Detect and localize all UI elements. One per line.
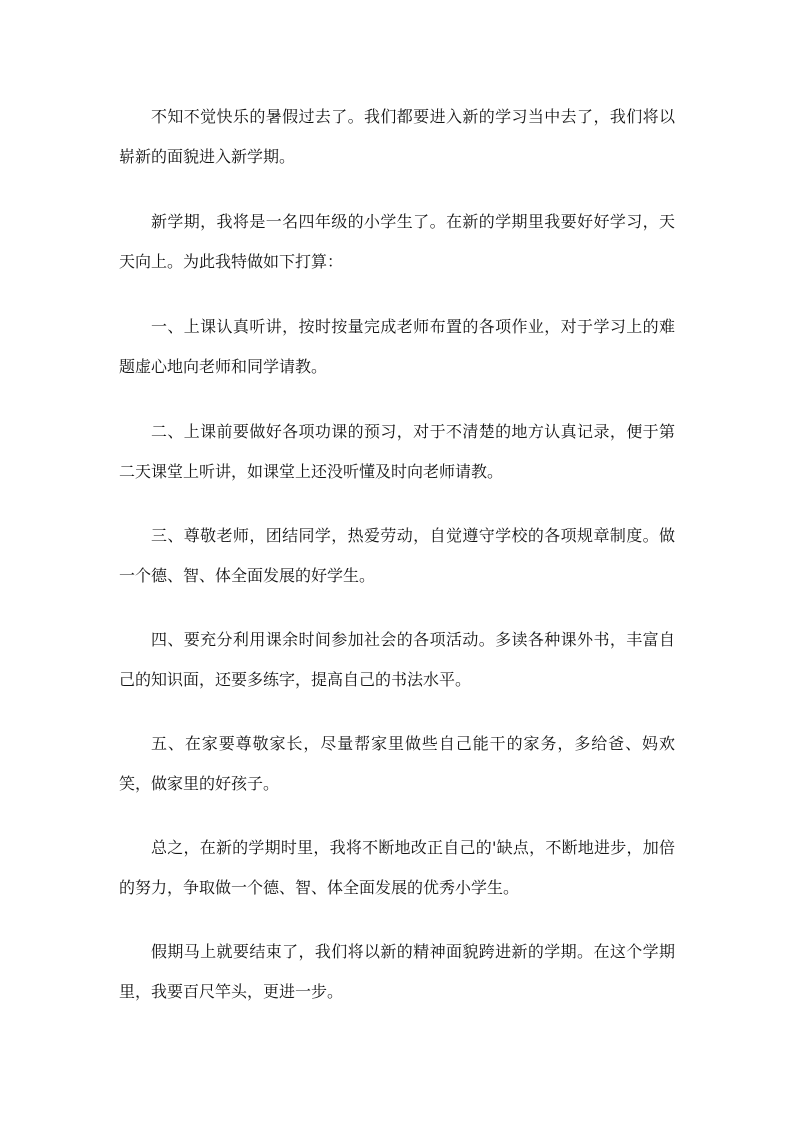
paragraph-plan-2: 二、上课前要做好各项功课的预习，对于不清楚的地方认真记录，便于第二天课堂上听讲，如课堂上还没听懂及时向老师请教。 [119, 422, 675, 481]
paragraph-new-term: 新学期，我将是一名四年级的小学生了。在新的学期里我要好好学习，天天向上。为此我特做如下打算： [119, 212, 675, 271]
paragraph-plan-5: 五、在家要尊敬家长，尽量帮家里做些自己能干的家务，多给爸、妈欢笑，做家里的好孩子。 [119, 734, 675, 793]
paragraph-summary: 总之，在新的学期时里，我将不断地改正自己的'缺点，不断地进步，加倍的努力，争取做一个德、智、体全面发展的优秀小学生。 [119, 838, 675, 897]
paragraph-plan-4: 四、要充分利用课余时间参加社会的各项活动。多读各种课外书，丰富自己的知识面，还要多练字，提高自己的书法水平。 [119, 630, 675, 689]
paragraph-intro: 不知不觉快乐的暑假过去了。我们都要进入新的学习当中去了，我们将以崭新的面貌进入新学期。 [119, 107, 675, 166]
paragraph-plan-1: 一、上课认真听讲，按时按量完成老师布置的各项作业，对于学习上的难题虚心地向老师和同学请教。 [119, 317, 675, 376]
paragraph-closing: 假期马上就要结束了，我们将以新的精神面貌跨进新的学期。在这个学期里，我要百尺竿头，更进一步。 [119, 942, 675, 1001]
paragraph-plan-3: 三、尊敬老师，团结同学，热爱劳动，自觉遵守学校的各项规章制度。做一个德、智、体全面发展的好学生。 [119, 526, 675, 585]
